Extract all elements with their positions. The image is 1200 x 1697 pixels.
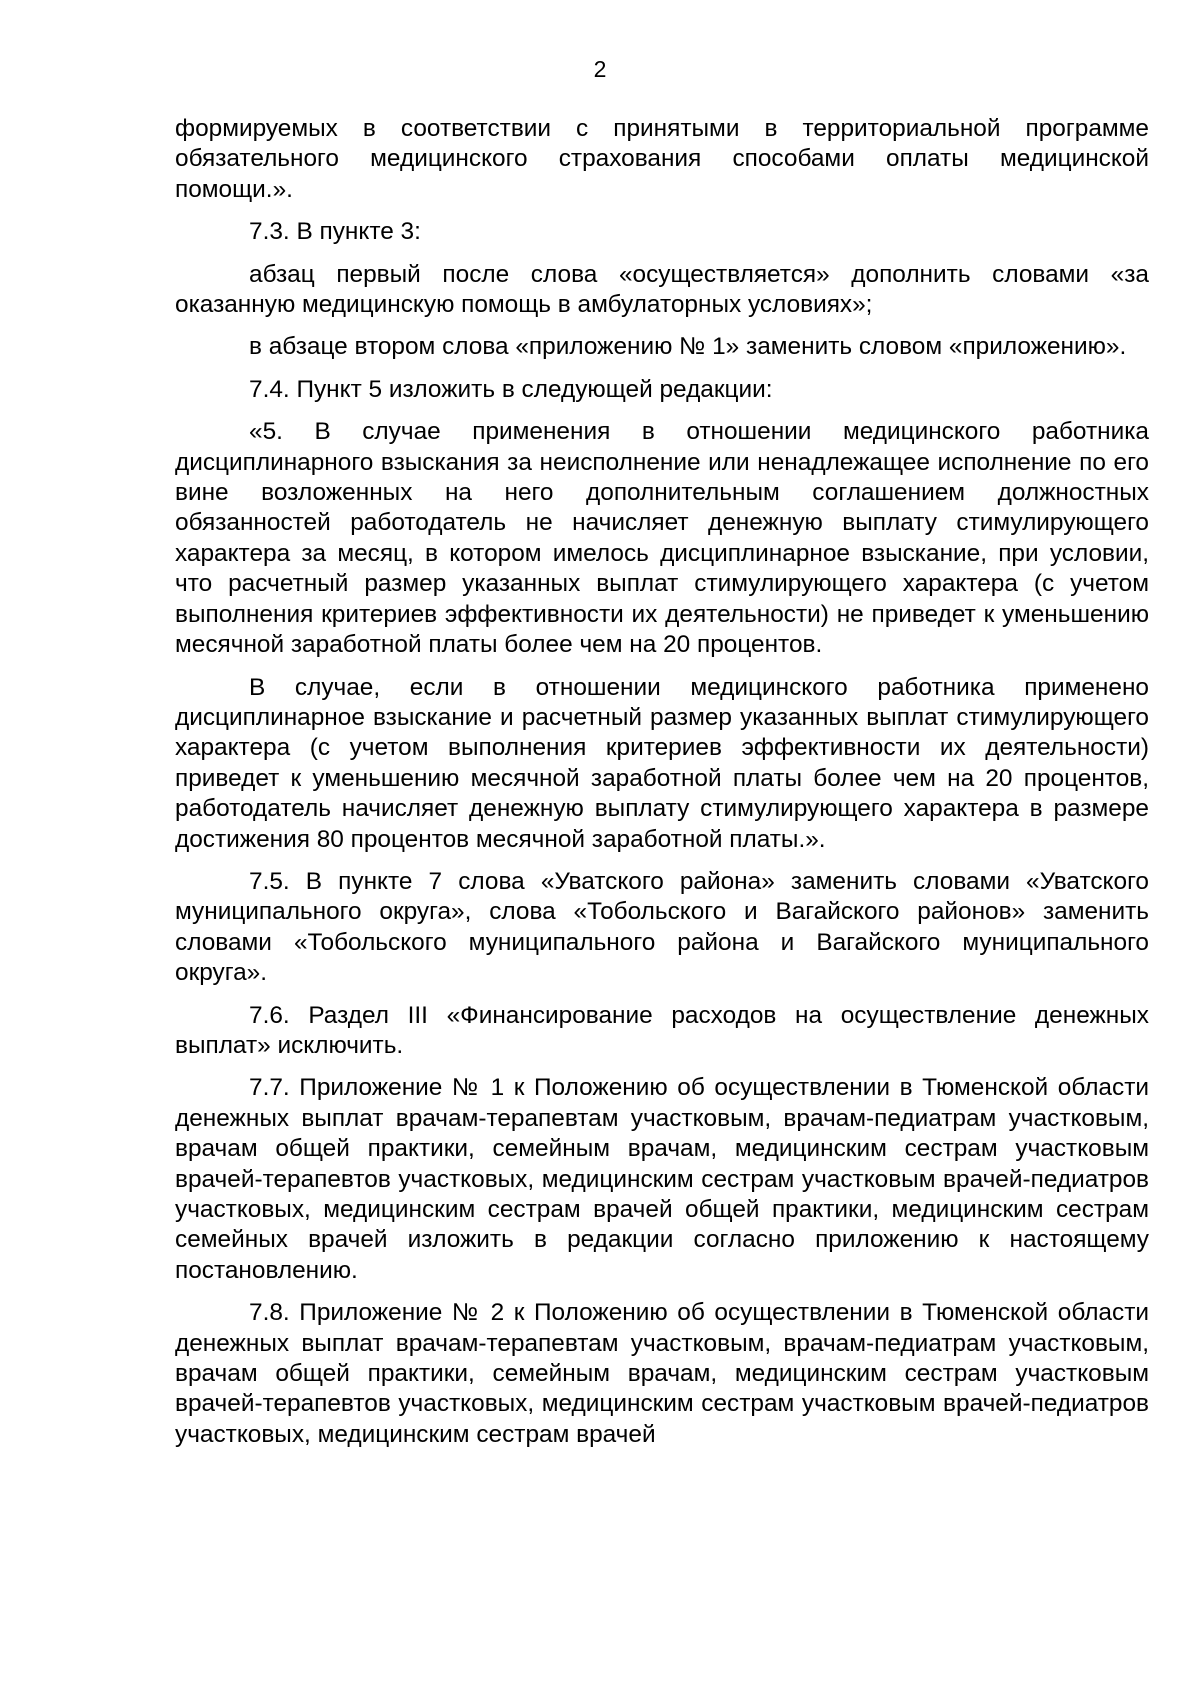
paragraph-7-4-point-5: «5. В случае применения в отношении медицинского работника дисциплинарного взыскания за неисполнение или ненадлежащее исполнение по его вине возложенных на него дополнительным соглашением должностных обязанностей работодатель не начисляет денежную выплату стимулирующего характера за месяц, в котором имелось дисциплинарное взыскание, при условии, что расчетный размер указанных выплат стимулирующего характера (с учетом выполнения критериев эффективности их деятельности) не приведет к уменьшению месячной заработной платы более чем на 20 процентов. [175,418,1149,659]
paragraph-7-8: 7.8. Приложение № 2 к Положению об осуществлении в Тюменской области денежных выплат врачам-терапевтам участковым, врачам-педиатрам участковым, врачам общей практики, семейным врачам, медицинским сестрам участковым врачей-терапевтов участковых, медицинским сестрам участковым врачей-педиатров участковых, медицинским сестрам врачей [175,1299,1149,1448]
paragraph-7-3-abzac-2: в абзаце втором слова «приложению № 1» заменить словом «приложению». [249,333,1127,361]
paragraph-7-4: 7.4. Пункт 5 изложить в следующей редакции: [249,375,773,403]
paragraph-7-5: 7.5. В пункте 7 слова «Уватского района» заменить словами «Уватского муниципального округа», слова «Тобольского и Вагайского районов» заменить словами «Тобольского муниципального района и Вагайского муниципального округа». [175,867,1149,987]
document-body [175,114,1149,1450]
paragraph-7-3: 7.3. В пункте 3: [249,218,421,246]
page-number: 2 [593,56,607,82]
paragraph-7-6: 7.6. Раздел III «Финансирование расходов на осуществление денежных выплат» исключить. [175,1001,1149,1059]
paragraph-7-7: 7.7. Приложение № 1 к Положению об осуществлении в Тюменской области денежных выплат врачам-терапевтам участковым, врачам-педиатрам участковым, врачам общей практики, семейным врачам, медицинским сестрам участковым врачей-терапевтов участковых, медицинским сестрам участковым врачей-педиатров участковых, медицинским сестрам врачей общей практики, медицинским сестрам семейных врачей изложить в редакции согласно приложению к настоящему постановлению. [175,1074,1149,1284]
paragraph-7-4-point-5-second: В случае, если в отношении медицинского работника применено дисциплинарное взыскание и расчетный размер указанных выплат стимулирующего характера (с учетом выполнения критериев эффективности их деятельности) приведет к уменьшению месячной заработной платы более чем на 20 процентов, работодатель начисляет денежную выплату стимулирующего характера в размере достижения 80 процентов месячной заработной платы.». [175,673,1149,853]
paragraph-7-3-abzac-1: абзац первый после слова «осуществляется» дополнить словами «за оказанную медицинскую помощь в амбулаторных условиях»; [175,260,1149,319]
paragraph-continuation: формируемых в соответствии с принятыми в территориальной программе обязательного медицинского страхования способами оплаты медицинской помощи.». [175,115,1149,203]
